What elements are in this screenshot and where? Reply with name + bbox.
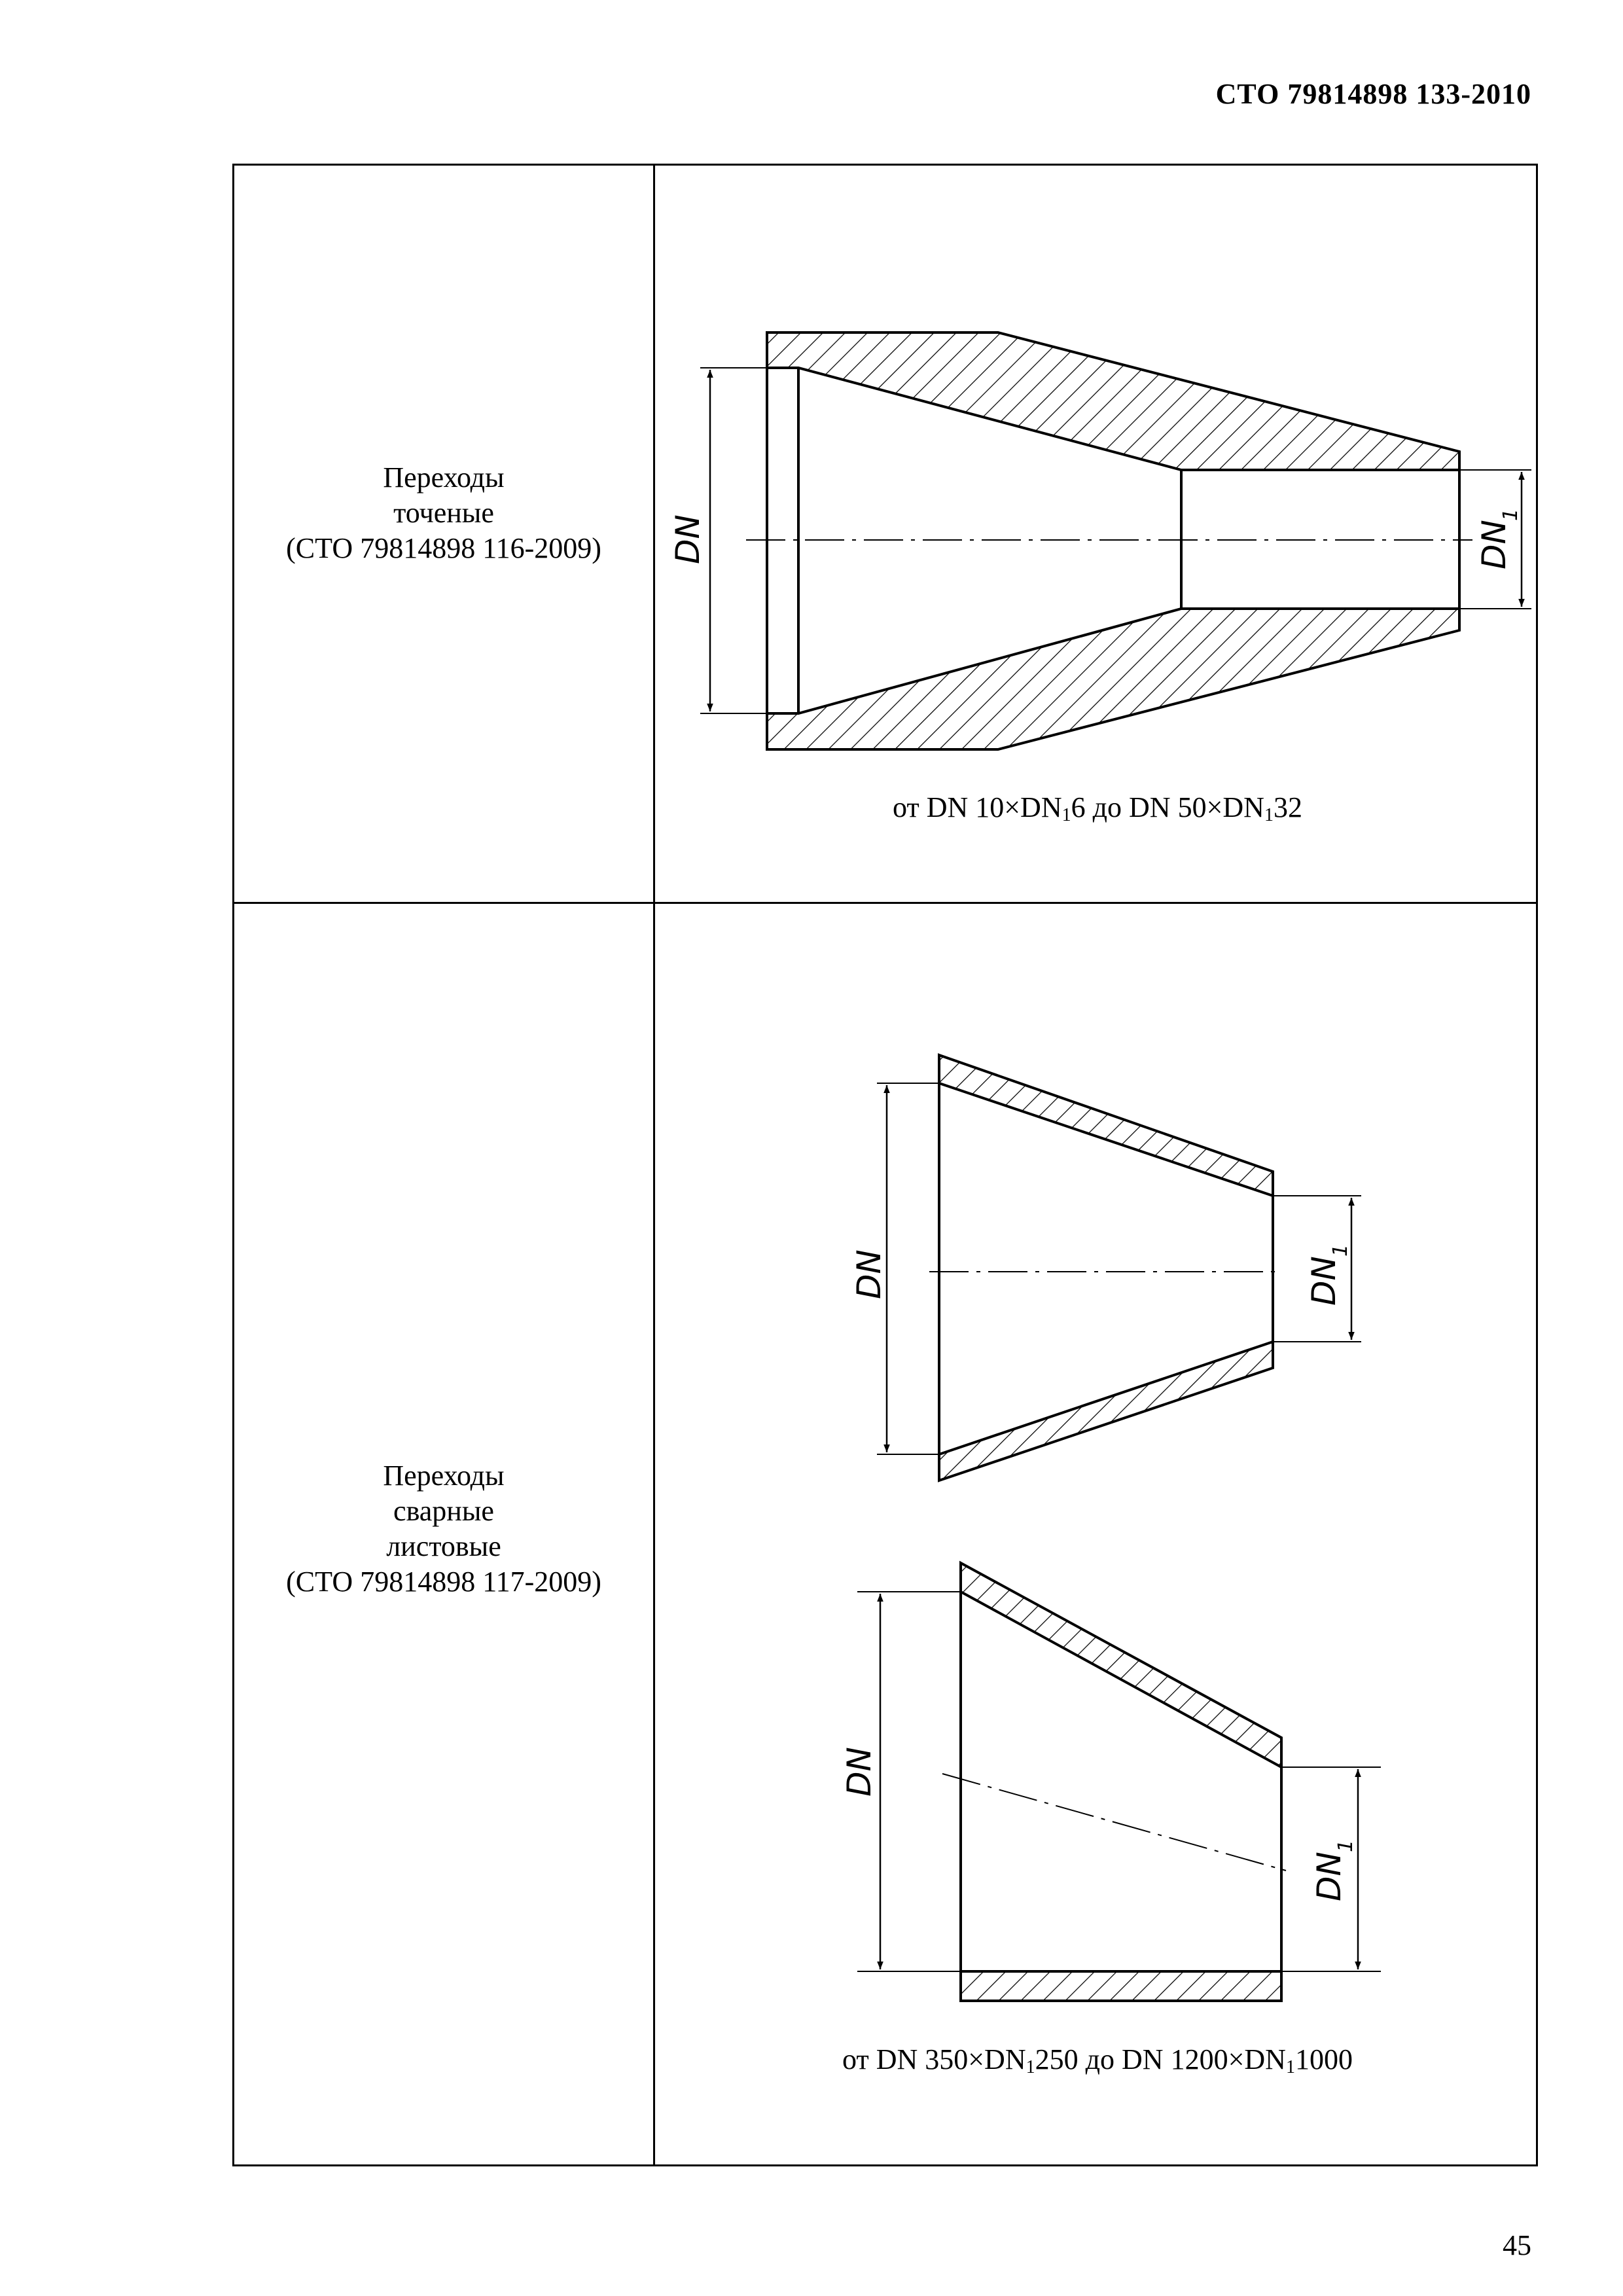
- row-2-label-line-1: Переходы: [383, 1460, 505, 1492]
- eccentric-dn-label: DN: [840, 1747, 878, 1797]
- eccentric-dn1-subscript: 1: [1334, 1839, 1357, 1852]
- eccentric-reducer-drawing: [857, 1563, 1381, 2001]
- eccentric-reducer-bottom-wall: [961, 1971, 1281, 2001]
- concentric-reducer-top-wall: [939, 1055, 1273, 1196]
- page-number: 45: [1503, 2229, 1531, 2261]
- row-2-label-line-2: сварные: [393, 1495, 494, 1527]
- row-1-label-line-1: Переходы: [383, 461, 505, 493]
- document-code: СТО 79814898 133-2010: [1215, 78, 1531, 110]
- turned-reducer-bottom-wall: [767, 609, 1459, 749]
- row-1-label-line-2: точеные: [393, 497, 494, 529]
- row-2-label-line-4: (СТО 79814898 117-2009): [286, 1566, 601, 1598]
- turned-dn-label: DN: [669, 514, 707, 564]
- concentric-dn1-subscript: 1: [1329, 1244, 1352, 1257]
- eccentric-reducer-top-wall: [961, 1563, 1281, 1767]
- turned-dn1-subscript: 1: [1499, 508, 1522, 521]
- concentric-dn1-label: DN: [1305, 1256, 1343, 1306]
- eccentric-reducer-axis: [942, 1774, 1286, 1871]
- concentric-reducer-bottom-wall: [939, 1342, 1273, 1480]
- turned-reducer-top-wall: [767, 332, 1459, 470]
- turned-dn1-label: DN: [1475, 520, 1513, 569]
- eccentric-dn1-label: DN: [1310, 1852, 1348, 1901]
- turned-reducer-drawing: [700, 332, 1531, 749]
- row-2-label-line-3: листовые: [386, 1530, 501, 1562]
- row-2-size-range: от DN $350\times DN_1250$ до DN $1200\times DN_11000$: [842, 2043, 1353, 2077]
- row-1-size-range: от DN $10\times DN_16$ до DN $50\times DN_132$: [893, 791, 1302, 825]
- concentric-reducer-drawing: [877, 1055, 1361, 1480]
- concentric-dn-label: DN: [850, 1249, 888, 1299]
- row-1-label-line-3: (СТО 79814898 116-2009): [286, 532, 601, 564]
